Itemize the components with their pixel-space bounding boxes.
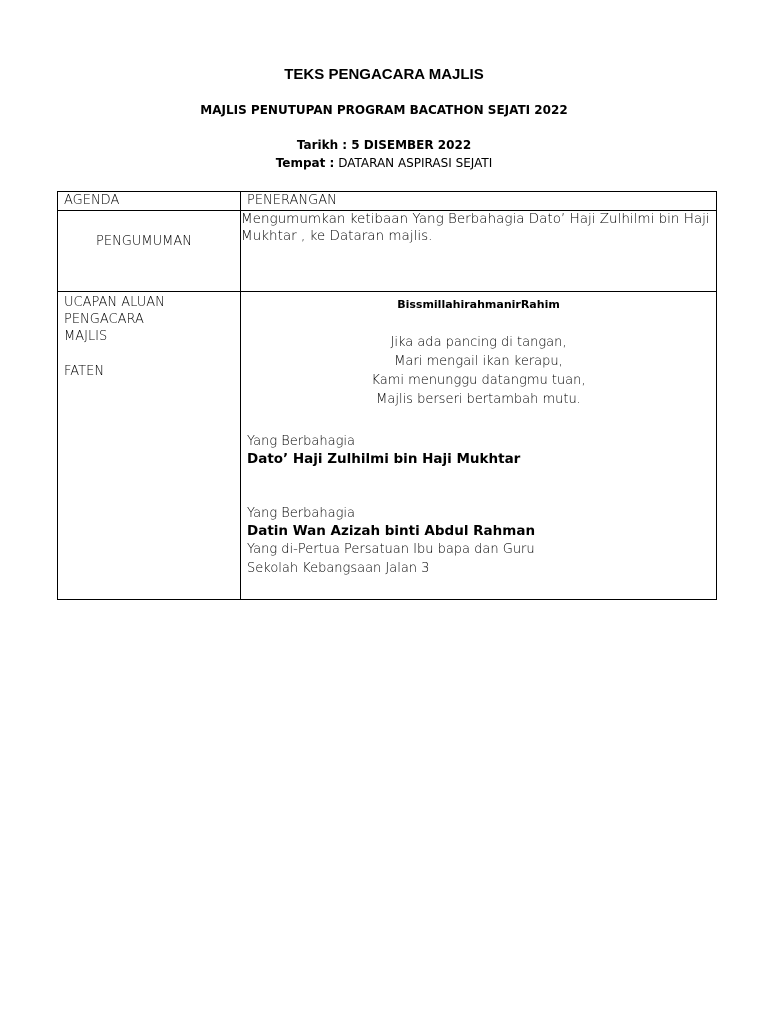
agenda-table	[57, 191, 717, 600]
greeting-prefix: Yang Berbahagia	[247, 434, 355, 449]
col-agenda-label: AGENDA	[64, 193, 120, 208]
pantun-line: Kami menunggu datangmu tuan,	[371, 373, 586, 388]
document-title: TEKS PENGACARA MAJLIS	[284, 66, 484, 83]
pantun-line: Jika ada pancing di tangan,	[390, 335, 567, 350]
mc-name: FATEN	[64, 364, 105, 379]
header-cell-agenda	[58, 192, 241, 211]
announcement-text: Mengumumkan ketibaan Yang Berbahagia Dato’ Haji Zulhilmi bin Haji Mukhtar , ke Dataran majlis.	[241, 211, 710, 244]
opening-phrase: BissmillahirahmanirRahim	[397, 298, 560, 311]
event-date: Tarikh : 5 DISEMBER 2022	[296, 138, 472, 152]
vip-role: Yang di-Pertua Persatuan Ibu bapa dan Guru	[247, 542, 535, 557]
agenda-announcement: PENGUMUMAN	[96, 234, 192, 249]
agenda-welcome-line2: PENGACARA	[64, 312, 144, 327]
vip-school: Sekolah Kebangsaan Jalan 3	[247, 561, 430, 576]
document-subtitle: MAJLIS PENUTUPAN PROGRAM BACATHON SEJATI 2022	[200, 103, 568, 117]
table-row	[58, 211, 717, 292]
col-description-label: PENERANGAN	[247, 193, 337, 208]
agenda-welcome	[58, 292, 240, 380]
greeting-datin	[241, 505, 716, 578]
agenda-welcome-line1: UCAPAN ALUAN	[64, 295, 165, 310]
table-header-row	[58, 192, 717, 211]
pantun-verse	[241, 333, 716, 409]
venue-value: DATARAN ASPIRASI SEJATI	[338, 156, 493, 170]
agenda-cell	[58, 292, 241, 600]
agenda-welcome-line3: MAJLIS	[64, 329, 108, 344]
pantun-line: Majlis berseri bertambah mutu.	[376, 392, 581, 407]
header-cell-description	[241, 192, 717, 211]
event-venue	[0, 156, 768, 170]
description-cell	[241, 292, 717, 600]
table-row	[58, 292, 717, 600]
vip-name: Dato’ Haji Zulhilmi bin Haji Mukhtar	[247, 451, 521, 467]
agenda-cell	[58, 211, 241, 292]
greeting-prefix: Yang Berbahagia	[247, 506, 355, 521]
description-cell	[241, 211, 717, 292]
greeting-dato	[241, 433, 716, 468]
venue-label: Tempat :	[275, 156, 335, 170]
pantun-line: Mari mengail ikan kerapu,	[394, 354, 563, 369]
vip-name: Datin Wan Azizah binti Abdul Rahman	[247, 523, 536, 539]
